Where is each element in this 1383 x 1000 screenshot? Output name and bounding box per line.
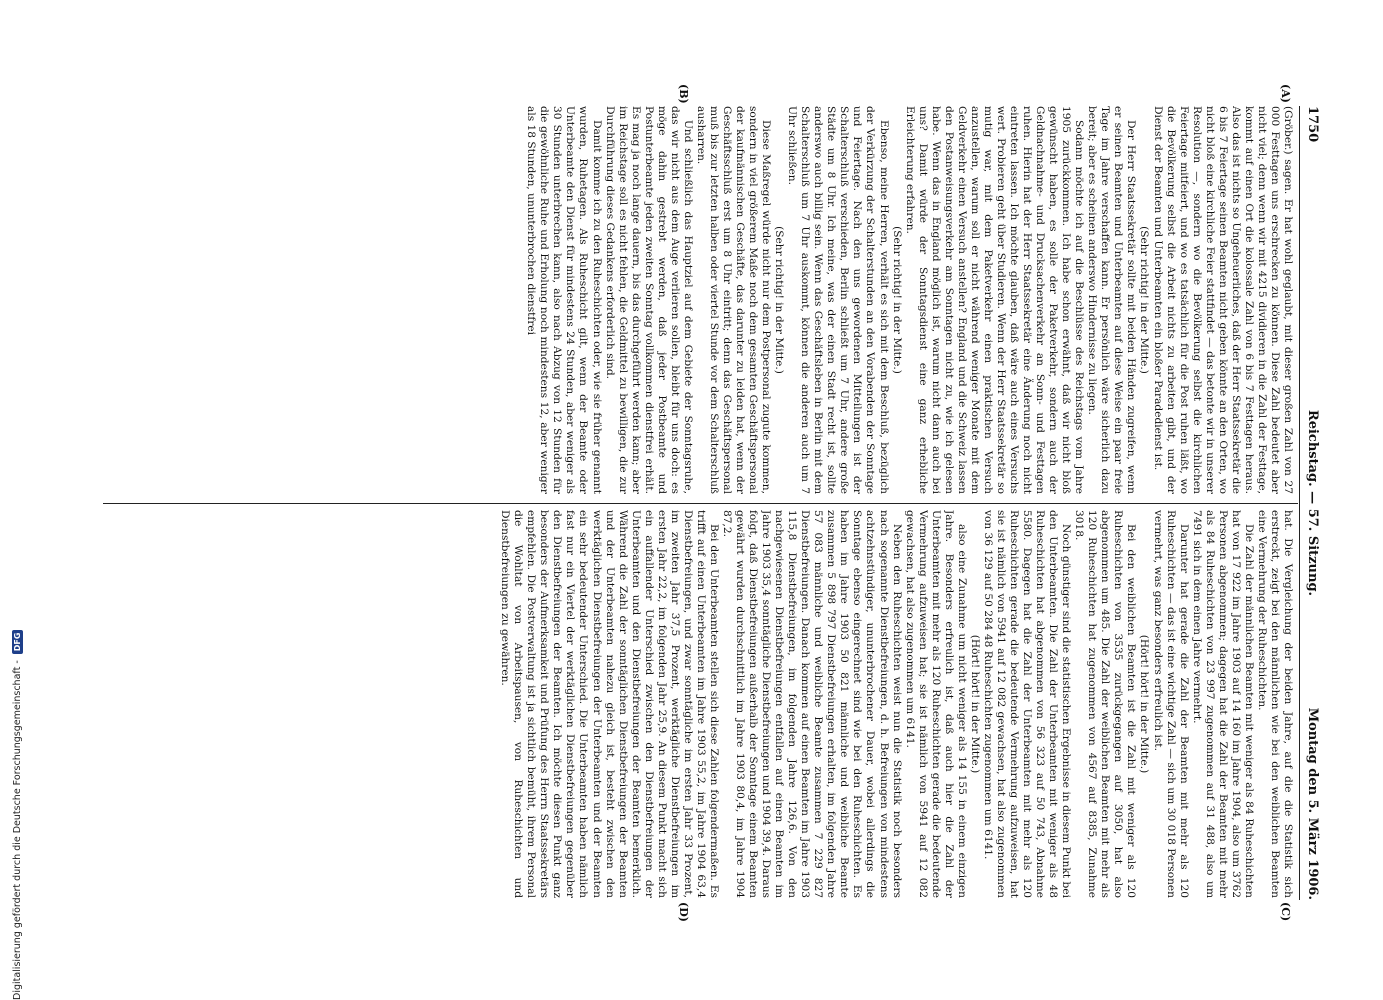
- margin-letter-d: (D): [677, 902, 690, 922]
- scanned-page: [78, 78, 1330, 928]
- paragraph: Bei den Unterbeamten stellen sich diese Zahlen folgendermaßen. Es trifft auf einen Unterbeamten im Jahre 1903 55,2, im Jahre 1904 63,4 Dienstbefreiungen, und zwar sonntägliche im ersten Jahr 33 Prozent, im zweiten Jahr 37,5 Prozent, werktägliche Dienstbefreiungen im ersten Jahr 22,2, im folgenden Jahr 25,9. An diesem Punkt macht sich ein auffallender Unterschied zwischen den Dienstbefreiungen der Unterbeamten und den Dienstbefreiungen der Beamten bemerklich. Während die Zahl der sonntäglichen Dienstbefreiungen der Beamten und der Unterbeamten nahezu gleich ist, besteht zwischen den werktäglichen Dienstbefreiungen der Unterbeamten und der Beamten ein sehr bedeutender Unterschied. Die Unterbeamten haben nämlich fast nur ein Viertel der werktäglichen Dienstbefreiungen gegenüber den Dienstbefreiungen der Beamten. Ich möchte diesen Punkt ganz besonders der Aufmerksamkeit und Prüfung des Herrn Staatssekretärs empfehlen. Die Postverwaltung ist ja sichtlich bemüht, ihrem Personal die Wohltat von Arbeitspausen, von Ruheschichten und Dienstbefreiungen zu gewähren.: [499, 510, 720, 898]
- margin-letter-c: (C): [1279, 902, 1292, 922]
- paragraph: Neben den Ruheschichten weist nun die Statistik noch besonders nach sogenannte Dienstbefreiungen, d. h. Befreiungen von mindestens achtzehnstündiger, ununterbrochener Dauer, wobei allerdings die Sonntage ebenso eingerechnet sind wie bei den Ruheschichten. Es haben im Jahre 1903 50 821 männliche und weibliche Beamte zusammen 5 898 797 Dienstbefreiungen erhalten, im folgenden Jahre 57 083 männliche und weibliche Beamte zusammen 7 229 827 Dienstbefreiungen. Danach kommen auf einen Beamten im Jahre 1903 115,8 Dienstbefreiungen, im folgenden Jahre 126,6. Von den nachgewiesenen Dienstbefreiungen entfallen auf einen Beamten im Jahre 1903 35,4 sonntägliche Dienstbefreiungen und 1904 39,4. Daraus folgt, daß Dienstbefreiungen außerhalb der Sonntage einem Beamten gewährt wurden durchschnittlich im Jahre 1903 80,4, im Jahre 1904 87,2.: [720, 510, 903, 898]
- interjection: (Hört! hört! in der Mitte.): [1138, 634, 1151, 774]
- interjection: (Sehr richtig! in der Mitte.): [890, 226, 903, 374]
- digitization-credit: [8, 0, 26, 1000]
- paragraph: Bei den weiblichen Beamten ist die Zahl mit weniger als 120 Ruheschichten von 3535 zurückgegangen auf 3050, hat also abgenommen um 485. Die Zahl der weiblichen Beamten mit mehr als 120 Ruheschichten hat zugenommen von 4567 auf 8385, Zunahme 3018.: [1073, 510, 1138, 898]
- page-header: [1302, 106, 1324, 900]
- paragraph: Der Herr Staatssekretär sollte mit beiden Händen zugreifen, wenn er seinen Beamten und Unterbeamten auf diese Weise ein paar freie Tage im Jahre verschaffen kann. Er persönlich wäre sicherlich dazu bereit; aber es scheinen anderswo Hindernisse zu liegen.: [1086, 106, 1138, 494]
- page-date: Montag den 5. März 1906.: [1305, 707, 1321, 900]
- paragraph: Diese Maßregel würde nicht nur dem Postpersonal zugute kommen, sondern in viel größerem Maße noch dem gesamten Geschäftspersonal der kaufmännischen Geschäfte, das darunter zu leiden hat, wenn der Geschäftsschluß erst um 8 Uhr eintritt; denn das Geschäftspersonal muß bis zur letzten halben oder viertel Stunde vor dem Schalterschluß ausharren.: [694, 106, 773, 494]
- paragraph: Die Zahl der männlichen Beamten mit weniger als 84 Ruheschichten hat von 17 922 im Jahre 1903 auf 14 160 im Jahre 1904, also um 3762 Personen abgenommen; dagegen hat die Zahl der Beamten mit mehr als 84 Ruheschichten von 23 997 zugenommen auf 31 488, also um 7491 sich in dem einen Jahre vermehrt.: [1190, 510, 1255, 898]
- margin-letter-b: (B): [677, 84, 690, 104]
- paragraph: Damit komme ich zu den Ruheschichten oder, wie sie früher genannt wurden, Ruhetagen. Als Ruheschicht gilt, wenn der Beamte oder Unterbeamte den Dienst für mindestens 24 Stunden, aber weniger als 30 Stunden unterbrechen kann, also nach Abzug von 12 Stunden für die gewöhnliche Ruhe und Erholung noch mindestens 12, aber weniger als 18 Stunden, ununterbrochen dienstfrei: [525, 106, 603, 494]
- interjection: (Hört! hört! in der Mitte.): [968, 634, 981, 774]
- left-text-column: [104, 106, 1294, 494]
- paragraph: (Gröber.) sagen. Er hat wohl geglaubt, mit dieser großen Zahl von 27 000 Festtagen uns erschrecken zu können. Diese Zahl bedeutet aber nicht viel; denn wenn wir mit 4215 dividieren in die Zahl der Festtage, kommt auf einen Ort die kolossale Zahl von 6 bis 7 Festtagen heraus. Also das ist nichts so Ungeheuerliches, daß der Herr Staatssekretär die 6 bis 7 Feiertage seinen Beamten nicht geben könnte an den Orten, wo nicht bloß eine kirchliche Feier stattfindet — das betonte wir in unserer Resolution —, sondern wo die Bevölkerung selbst die kirchlichen Feiertage mitfeiert, und wo es tatsächlich für die Post ruhen läßt, wo die Bevölkerung selbst die Arbeit nichts zu arbeiten gibt, und der Dienst der Beamten und Unterbeamten ein bloßer Paradedienst ist.: [1151, 106, 1294, 494]
- paragraph: Noch günstiger sind die statistischen Ergebnisse in diesem Punkt bei den Unterbeamten. Die Zahl der Unterbeamten mit weniger als 48 Ruheschichten hat abgenommen von 56 323 auf 50 743, Abnahme 5580. Dagegen hat die Zahl der Unterbeamten mit mehr als 120 Ruheschichten gerade die bedeutende Vermehrung aufzuweisen, hat sie ist nämlich von 5941 auf 12 082 gewachsen, hat also zugenommen von 36 129 auf 50 284 48 Ruheschichten zugenommen um 6141.: [981, 510, 1073, 898]
- page-number: 1750: [1305, 106, 1321, 143]
- interjection: (Sehr richtig! in der Mitte.): [1138, 226, 1151, 374]
- paragraph: also eine Zunahme um nicht weniger als 14 155 in einem einzigen Jahre. Besonders erfreulich ist, daß auch hier die Zahl der Unterbeamten mit mehr als 120 Ruheschichten gerade die bedeutende Vermehrung aufzuweisen hat; sie ist nämlich von 5941 auf 12 082 gewachsen, hat also zugenommen um 6141.: [903, 510, 968, 898]
- paragraph: Darunter hat gerade die Zahl der Beamten mit mehr als 120 Ruheschichten — das ist eine wichtige Zahl — sich um 30 018 Personen vermehrt, was ganz besonders erfreulich ist.: [1151, 510, 1190, 898]
- paragraph: Ebenso, meine Herren, verhält es sich mit dem Beschluß, bezüglich der Verkürzung der Schalterstunden an den Vorabenden der Sonntage und Feiertage. Nach den uns gewordenen Mitteilungen ist der Schalterschluß verschieden, Berlin schließt um 7 Uhr, andere große Städte um 8 Uhr. Ich meine, was der einen Stadt recht ist, sollte anderswo auch billig sein. Wenn das Geschäftsleben in Berlin mit dem Schalterschluß um 7 Uhr auskommt, können die anderen auch um 7 Uhr schließen.: [786, 106, 890, 494]
- dfg-logo: DFG: [12, 630, 23, 655]
- header-rule: [1299, 106, 1300, 900]
- paragraph: Sodann möchte ich auf die Beschlüsse des Reichstags vom Jahre 1905 zurückkommen. Ich habe schon erwähnt, daß wir nicht bloß gewünscht haben, es solle der Paketverkehr, sondern auch der Geldnachnahme- und Drucksachenverkehr an Sonn- und Festtagen ruhen. Hierin hat der Herr Staatssekretär eine Änderung noch nicht eintreten lassen. Ich möchte glauben, daß wäre auch eines Versuchs wert. Probieren geht über Studieren. Wenn der Herr Staatssekretär so mutig war, mit dem Paketverkehr einen praktischen Versuch anzustellen, warum soll er nicht während weniger Monate mit dem Geldverkehr einen Versuch anstellen? England und die Schweiz lassen den Postanweisungsverkehr am Sonntagen nicht zu, wie ich gelesen habe. Wenn das in England möglich ist, warum nicht dann auch bei uns? Damit würde der Sonntagsdienst eine ganz erhebliche Erleichterung erfahren.: [903, 106, 1086, 494]
- interjection: (Sehr richtig! in der Mitte.): [773, 226, 786, 374]
- column-divider: [103, 503, 1298, 504]
- paragraph: Und schließlich das Hauptziel auf dem Gebiete der Sonntagsruhe, das wir nicht aus dem Auge verlieren sollen, bleibt für uns doch: es möge dahin gestrebt werden, daß jeder Postbeamte und Postunterbeamte jeden zweiten Sonntag vollkommen dienstfrei erhält. Es mag ja noch lange dauern, bis das durchgeführt werden kann; aber im Reichstage soll es nicht fehlen, die Geldmittel zu bewilligen, die zur Durchführung dieses Gedankens erforderlich sind.: [603, 106, 694, 494]
- page-running-title: Reichstag. — 57. Sitzung.: [1305, 409, 1321, 597]
- right-text-column: [104, 510, 1294, 898]
- margin-letter-a: (A): [1279, 84, 1292, 103]
- page-content-rotated: [78, 78, 1330, 928]
- digitization-credit-text: Digitalisierung gefördert durch die Deutsche Forschungsgemeinschaft -: [11, 660, 23, 1000]
- paragraph: hat. Die Vergleichung der beiden Jahre, auf die die Statistik sich erstreckt, zeigt bei den männlichen wie bei den weiblichen Beamten eine Vermehrung der Ruheschichten.: [1255, 510, 1294, 898]
